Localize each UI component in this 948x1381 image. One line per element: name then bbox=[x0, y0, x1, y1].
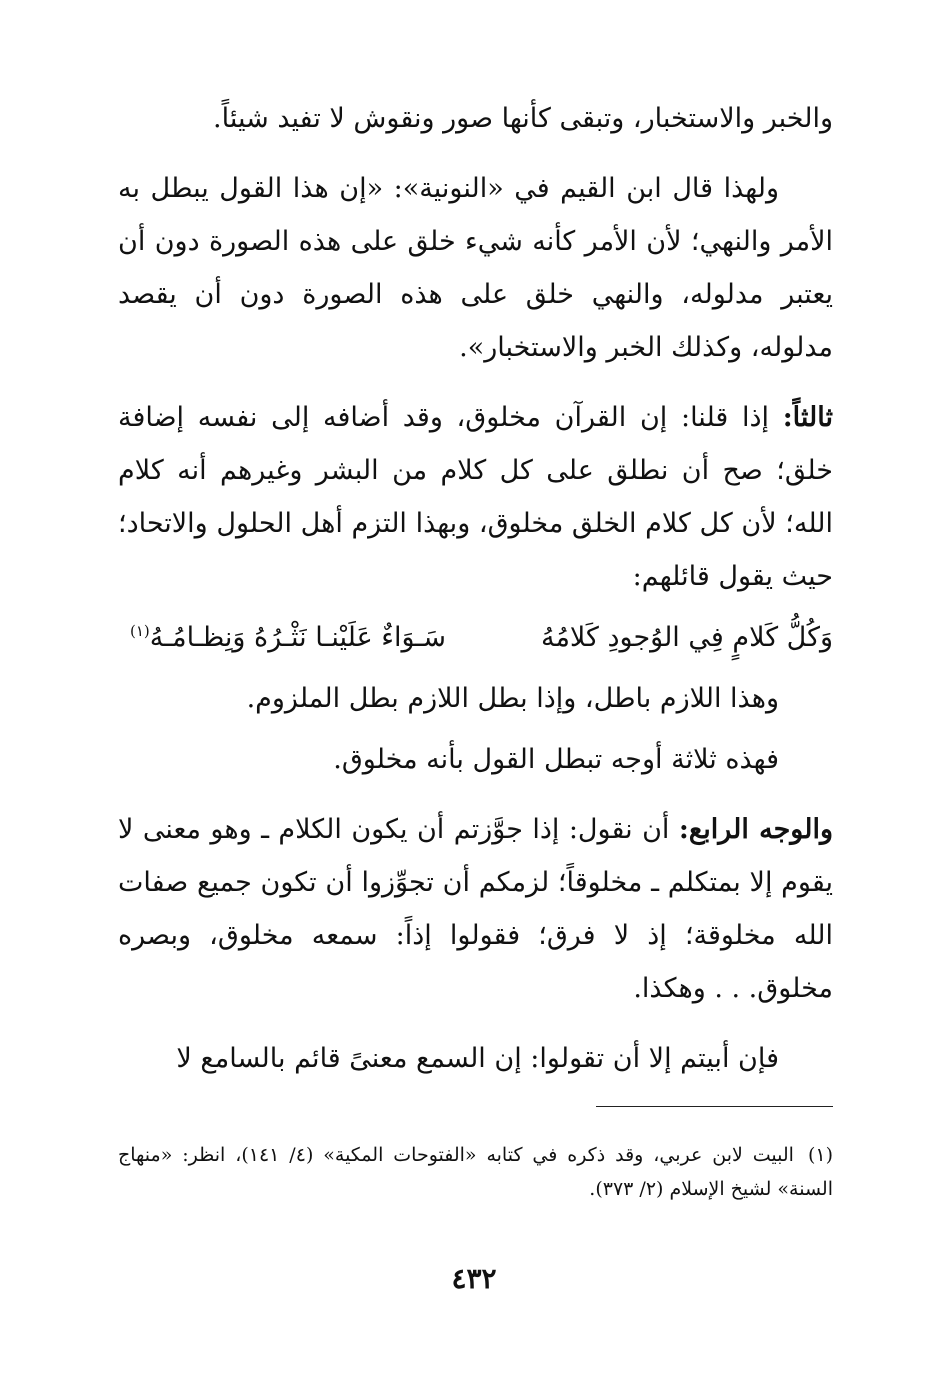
paragraph-text: أن نقول: إذا جوَّزتم أن يكون الكلام ـ وهو معنى لا يقوم إلا بمتكلم ـ مخلوقاً؛ لزمكم أن تجوِّزوا أن تكون جميع صفات الله مخلوقة؛ إذ لا فرق؛ فقولوا إذاً: سمعه مخلوق، وبصره مخلوق. . . وهكذا. bbox=[118, 814, 833, 1004]
poem-verse bbox=[118, 611, 833, 664]
footnote-divider bbox=[596, 1106, 833, 1107]
paragraph-text: فهذه ثلاثة أوجه تبطل القول بأنه مخلوق. bbox=[333, 744, 779, 775]
footnote-reference: (١) bbox=[130, 622, 150, 640]
paragraph-text: وهذا اللازم باطل، وإذا بطل اللازم بطل الملزوم. bbox=[246, 683, 779, 714]
paragraph-conclusion bbox=[118, 672, 833, 725]
main-text bbox=[118, 92, 833, 1102]
footnote-text: البيت لابن عربي، وقد ذكره في كتابه «الفتوحات المكية» (٤/ ١٤١)، انظر: «منهاج السنة» لشيخ الإسلام (٢/ ٣٧٣). bbox=[118, 1144, 833, 1200]
paragraph-fourth-point bbox=[118, 803, 833, 1015]
paragraph-text: ولهذا قال ابن القيم في «النونية»: «إن هذا القول يبطل به الأمر والنهي؛ لأن الأمر كأنه شيء خلق على هذه الصورة دون أن يعتبر مدلوله، والنهي خلق على هذه الصورة دون أن يقصد مدلوله، وكذلك الخبر والاستخبار». bbox=[118, 173, 833, 363]
paragraph-lead: ثالثاً: bbox=[782, 402, 833, 433]
paragraph-lead: والوجه الرابع: bbox=[678, 814, 833, 845]
footnotes bbox=[118, 1138, 833, 1206]
verse-second-hemistich: سَـوَاءٌ عَلَيْنـا نَثْـرُهُ وَنِظـامُـهُ bbox=[149, 622, 446, 653]
paragraph-third-point bbox=[118, 391, 833, 603]
paragraph-continuation bbox=[118, 92, 833, 145]
paragraph-objection bbox=[118, 1032, 833, 1085]
footnote-marker: (١) bbox=[807, 1144, 833, 1166]
paragraph-text: فإن أبيتم إلا أن تقولوا: إن السمع معنىً قائم بالسامع لا bbox=[176, 1043, 779, 1074]
paragraph-ibn-qayyim-quote bbox=[118, 162, 833, 374]
paragraph-text: إذا قلنا: إن القرآن مخلوق، وقد أضافه إلى نفسه إضافة خلق؛ صح أن نطلق على كل كلام من البشر وغيرهم أنه كلام الله؛ لأن كل كلام الخلق مخلوق، وبهذا التزم أهل الحلول والاتحاد؛ حيث يقول قائلهم: bbox=[118, 402, 833, 592]
verse-second-hemistich-wrap bbox=[130, 611, 446, 664]
paragraph-summary bbox=[118, 733, 833, 786]
paragraph-text: والخبر والاستخبار، وتبقى كأنها صور ونقوش لا تفيد شيئاً. bbox=[213, 103, 833, 134]
verse-first-hemistich: وَكُلُّ كَلامٍ فِي الوُجودِ كَلامُهُ bbox=[540, 622, 833, 653]
page-number: ٤٣٢ bbox=[451, 1262, 497, 1295]
